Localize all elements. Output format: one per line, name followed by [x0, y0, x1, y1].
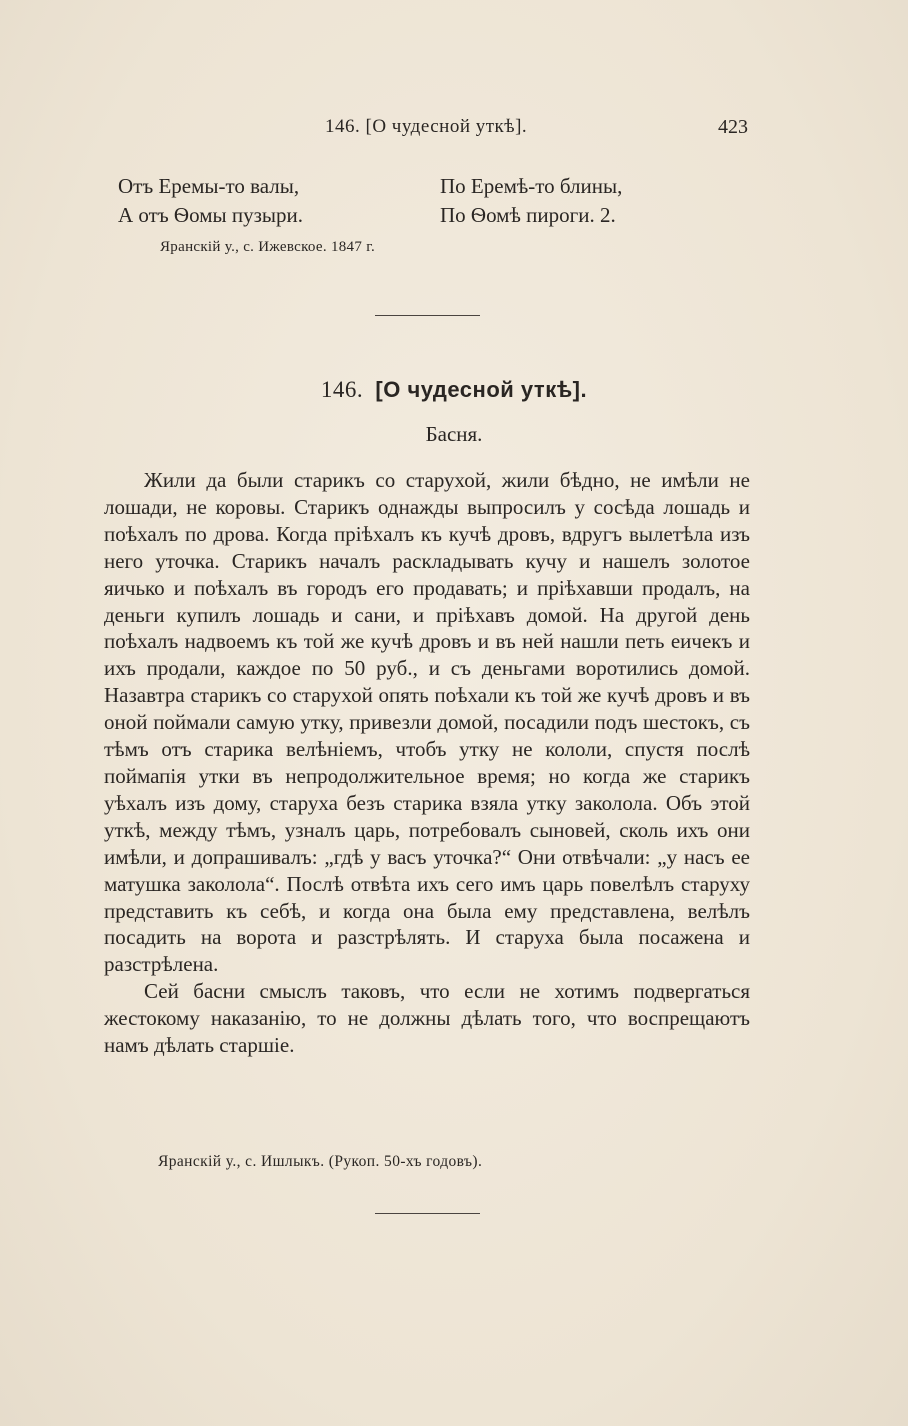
source-note: Яранскій у., с. Ишлыкъ. (Рукоп. 50-хъ годовъ). — [158, 1153, 483, 1170]
section-divider — [375, 315, 480, 316]
verse-line: По Ѳомѣ пироги. 2. — [440, 203, 616, 227]
verse-line: А отъ Ѳомы пузыри. — [118, 203, 303, 227]
verse-block — [118, 172, 678, 230]
verse-line: По Еремѣ-то блины, — [440, 174, 623, 198]
paragraph: Жили да были старикъ со старухой, жили бѣдно, не имѣли не лошади, не коровы. Старикъ однажды выпросилъ у сосѣда лошадь и поѣхалъ по дрова. Когда пріѣхалъ къ кучѣ дровъ, вдругъ вылетѣла изъ него уточка. Старикъ началъ раскладывать кучу и нашелъ золотое яичько и поѣхалъ въ городъ его продавать; и пріѣхавши продалъ, на деньги купилъ лошадь и сани, и пріѣхавъ домой. На другой день поѣхалъ надвоемъ къ той же кучѣ дровъ и въ ней нашли петь еичекъ и ихъ продали, каждое по 50 руб., и съ деньгами воротились домой. Назавтра старикъ со старухой опять поѣхали къ той же кучѣ дровъ и въ оной поймали самую утку, привезли домой, посадили подъ шестокъ, съ тѣмъ отъ старика велѣніемъ, чтобъ утку не кололи, спустя послѣ поймапія утки въ непродолжительное время; но когда же старикъ уѣхалъ изъ дому, старуха безъ старика взяла утку заколола. Объ этой уткѣ, между тѣмъ, узналъ царь, потребовалъ сыновей, сколь ихъ они имѣли, и допрашивалъ: „гдѣ у васъ уточка?“ Они отвѣчали: „у насъ ее матушка заколола“. Послѣ отвѣта ихъ сего имъ царь повелѣлъ старуху представить къ себѣ, и когда она была ему представлена, велѣлъ посадить на ворота и разстрѣлять. И старуха была посажена и разстрѣлена. — [104, 468, 750, 977]
running-head — [0, 116, 908, 144]
tale-title: [О чудесной уткѣ]. — [375, 377, 588, 402]
source-note: Яранскій у., с. Ижевское. 1847 г. — [160, 239, 376, 255]
end-divider — [375, 1213, 480, 1214]
verse-line: Отъ Еремы-то валы, — [118, 174, 300, 198]
tale-heading — [0, 377, 908, 403]
running-head-title: 146. [О чудесной уткѣ]. — [325, 116, 528, 137]
page-number: 423 — [718, 116, 748, 138]
verse-row — [118, 201, 678, 230]
tale-body — [104, 467, 750, 1059]
verse-row — [118, 172, 678, 201]
paragraph: Сей басни смыслъ таковъ, что если не хотимъ подвергаться жестокому наказанію, то не должны дѣлать того, что воспрещаютъ намъ дѣлать старшіе. — [104, 979, 750, 1058]
tale-genre: Басня. — [425, 422, 483, 446]
tale-number: 146. — [320, 377, 364, 402]
